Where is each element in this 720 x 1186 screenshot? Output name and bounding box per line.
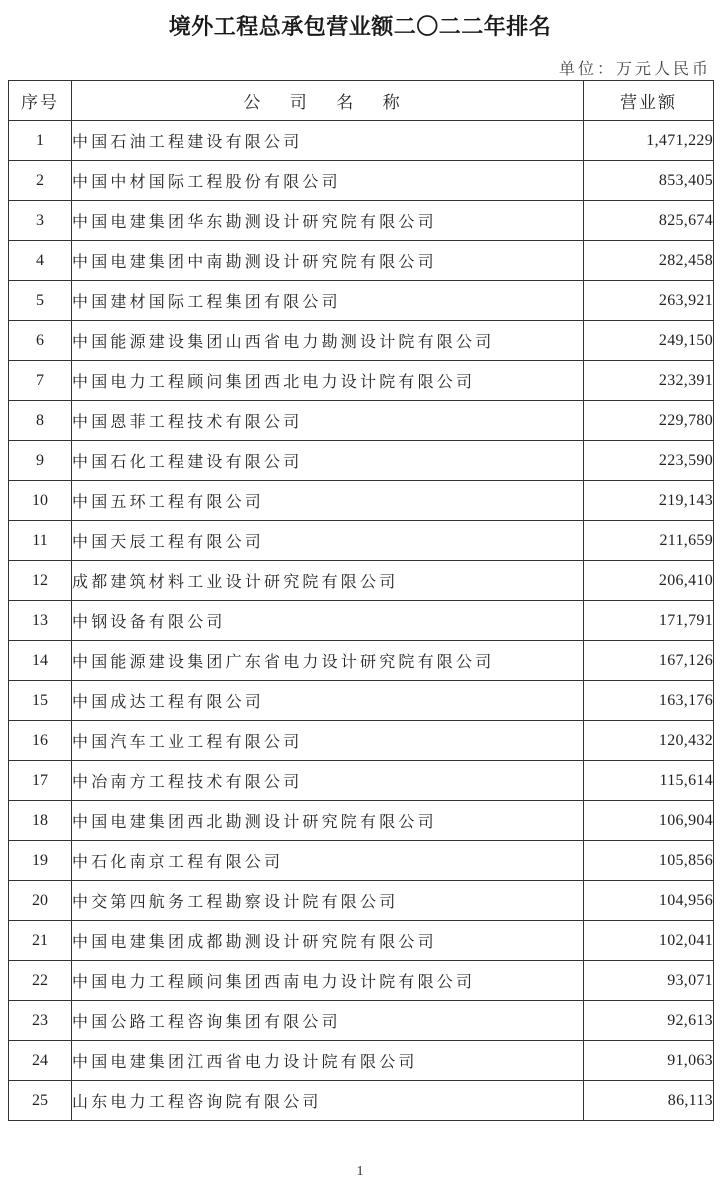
row-rank: 11 [9,521,72,561]
row-revenue: 171,791 [584,601,714,641]
table-row [9,201,714,241]
header-company: 公 司 名 称 [72,81,584,121]
row-revenue: 211,659 [584,521,714,561]
row-revenue: 229,780 [584,401,714,441]
row-company-name: 中国成达工程有限公司 [72,681,584,721]
row-revenue: 92,613 [584,1001,714,1041]
page-number: 1 [356,1164,364,1179]
row-company-name: 中国天辰工程有限公司 [72,521,584,561]
table-row [9,321,714,361]
table-row [9,801,714,841]
table-row [9,401,714,441]
header-revenue: 营业额 [584,81,714,121]
row-rank: 20 [9,881,72,921]
row-rank: 23 [9,1001,72,1041]
table-row [9,1001,714,1041]
table-row [9,961,714,1001]
row-rank: 25 [9,1081,72,1121]
table-row [9,521,714,561]
row-rank: 17 [9,761,72,801]
row-revenue: 1,471,229 [584,121,714,161]
row-company-name: 中国电建集团西北勘测设计研究院有限公司 [72,801,584,841]
row-rank: 22 [9,961,72,1001]
row-company-name: 中国公路工程咨询集团有限公司 [72,1001,584,1041]
row-rank: 16 [9,721,72,761]
row-company-name: 中国电力工程顾问集团西南电力设计院有限公司 [72,961,584,1001]
row-company-name: 中国电建集团华东勘测设计研究院有限公司 [72,201,584,241]
row-company-name: 中交第四航务工程勘察设计院有限公司 [72,881,584,921]
row-revenue: 106,904 [584,801,714,841]
row-company-name: 中国石化工程建设有限公司 [72,441,584,481]
unit-label: 单位：万元人民币 [558,59,711,78]
row-rank: 10 [9,481,72,521]
row-rank: 5 [9,281,72,321]
row-company-name: 中国中材国际工程股份有限公司 [72,161,584,201]
row-rank: 15 [9,681,72,721]
table-row [9,641,714,681]
row-rank: 12 [9,561,72,601]
document-title: 境外工程总承包营业额二〇二二年排名 [168,15,552,40]
row-company-name: 中国石油工程建设有限公司 [72,121,584,161]
row-rank: 2 [9,161,72,201]
row-company-name: 山东电力工程咨询院有限公司 [72,1081,584,1121]
table-row [9,161,714,201]
row-rank: 19 [9,841,72,881]
row-revenue: 91,063 [584,1041,714,1081]
table-row [9,1041,714,1081]
row-rank: 8 [9,401,72,441]
row-company-name: 中冶南方工程技术有限公司 [72,761,584,801]
row-company-name: 中国电建集团江西省电力设计院有限公司 [72,1041,584,1081]
table-row [9,841,714,881]
table-row [9,761,714,801]
table-row [9,121,714,161]
row-revenue: 825,674 [584,201,714,241]
row-company-name: 中钢设备有限公司 [72,601,584,641]
row-rank: 18 [9,801,72,841]
table-row [9,721,714,761]
row-company-name: 中国能源建设集团广东省电力设计研究院有限公司 [72,641,584,681]
row-rank: 3 [9,201,72,241]
header-index: 序号 [9,81,72,121]
table-row [9,281,714,321]
table-row [9,561,714,601]
table-body [9,121,714,1121]
row-revenue: 86,113 [584,1081,714,1121]
row-rank: 4 [9,241,72,281]
row-revenue: 232,391 [584,361,714,401]
row-revenue: 282,458 [584,241,714,281]
row-rank: 21 [9,921,72,961]
row-company-name: 中国能源建设集团山西省电力勘测设计院有限公司 [72,321,584,361]
row-company-name: 中国电力工程顾问集团西北电力设计院有限公司 [72,361,584,401]
row-revenue: 223,590 [584,441,714,481]
row-revenue: 163,176 [584,681,714,721]
row-revenue: 167,126 [584,641,714,681]
table-row [9,601,714,641]
row-rank: 1 [9,121,72,161]
row-rank: 13 [9,601,72,641]
row-company-name: 成都建筑材料工业设计研究院有限公司 [72,561,584,601]
row-revenue: 115,614 [584,761,714,801]
table-row [9,241,714,281]
table-row [9,361,714,401]
table-row [9,921,714,961]
row-revenue: 219,143 [584,481,714,521]
row-company-name: 中国电建集团中南勘测设计研究院有限公司 [72,241,584,281]
row-revenue: 93,071 [584,961,714,1001]
row-revenue: 120,432 [584,721,714,761]
row-revenue: 263,921 [584,281,714,321]
row-rank: 9 [9,441,72,481]
row-company-name: 中国电建集团成都勘测设计研究院有限公司 [72,921,584,961]
row-company-name: 中国五环工程有限公司 [72,481,584,521]
row-revenue: 853,405 [584,161,714,201]
row-revenue: 104,956 [584,881,714,921]
table-header-row [9,81,714,121]
table-row [9,681,714,721]
row-rank: 14 [9,641,72,681]
row-company-name: 中石化南京工程有限公司 [72,841,584,881]
row-revenue: 105,856 [584,841,714,881]
row-revenue: 102,041 [584,921,714,961]
row-company-name: 中国建材国际工程集团有限公司 [72,281,584,321]
table-row [9,1081,714,1121]
row-revenue: 249,150 [584,321,714,361]
table-row [9,481,714,521]
row-company-name: 中国恩菲工程技术有限公司 [72,401,584,441]
row-rank: 7 [9,361,72,401]
row-rank: 6 [9,321,72,361]
row-rank: 24 [9,1041,72,1081]
row-company-name: 中国汽车工业工程有限公司 [72,721,584,761]
row-revenue: 206,410 [584,561,714,601]
table-row [9,441,714,481]
table-row [9,881,714,921]
ranking-table [8,80,714,1121]
